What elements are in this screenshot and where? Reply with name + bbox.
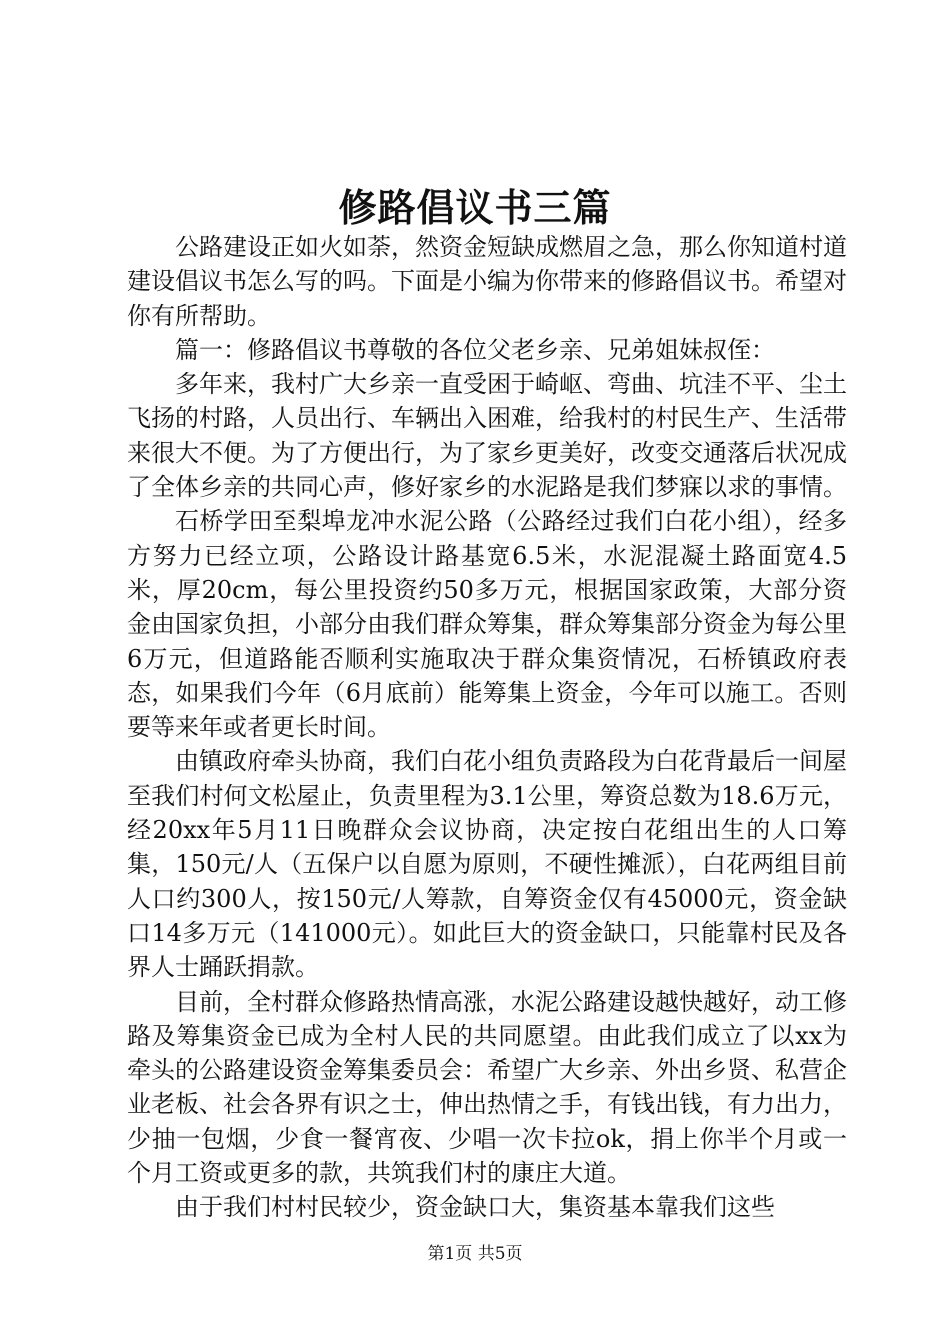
document-body: [127, 230, 847, 1225]
paragraph-intro: 公路建设正如火如荼，然资金短缺成燃眉之急，那么你知道村道建设倡议书怎么写的吗。下面是小编为你带来的修路倡议书。希望对你有所帮助。: [127, 233, 847, 330]
page-footer: 第1页 共5页: [427, 1244, 523, 1264]
paragraph: 由镇政府牵头协商，我们白花小组负责路段为白花背最后一间屋至我们村何文松屋止，负责里程为3.1公里，筹资总数为18.6万元，经20xx年5月11日晚群众会议协商，决定按白花组出生的人口筹集，150元/人（五保户以自愿为原则，不硬性摊派），白花两组目前人口约300人，按150元/人筹款，自筹资金仅有45000元，资金缺口14多万元（141000元）。如此巨大的资金缺口，只能靠村民及各界人士踊跃捐款。: [127, 747, 847, 982]
paragraph: 多年来，我村广大乡亲一直受困于崎岖、弯曲、坑洼不平、尘土飞扬的村路，人员出行、车辆出入困难，给我村的村民生产、生活带来很大不便。为了方便出行，为了家乡更美好，改变交通落后状况成了全体乡亲的共同心声，修好家乡的水泥路是我们梦寐以求的事情。: [127, 370, 847, 502]
paragraph: 石桥学田至梨埠龙冲水泥公路（公路经过我们白花小组），经多方努力已经立项，公路设计路基宽6.5米，水泥混凝土路面宽4.5米，厚20cm，每公里投资约50多万元，根据国家政策，大部分资金由国家负担，小部分由我们群众筹集，群众筹集部分资金为每公里6万元，但道路能否顺利实施取决于群众集资情况，石桥镇政府表态，如果我们今年（6月底前）能筹集上资金，今年可以施工。否则要等来年或者更长时间。: [127, 507, 847, 742]
paragraph: 由于我们村村民较少，资金缺口大，集资基本靠我们这些: [175, 1193, 775, 1222]
paragraph: 目前，全村群众修路热情高涨，水泥公路建设越快越好，动工修路及筹集资金已成为全村人民的共同愿望。由此我们成立了以xx为牵头的公路建设资金筹集委员会：希望广大乡亲、外出乡贤、私营企业老板、社会各界有识之士，伸出热情之手，有钱出钱，有力出力，少抽一包烟，少食一餐宵夜、少唱一次卡拉ok，捐上你半个月或一个月工资或更多的款，共筑我们村的康庄大道。: [127, 987, 847, 1188]
document-title: 修路倡议书三篇: [338, 186, 612, 230]
paragraph-section-heading: 篇一：修路倡议书尊敬的各位父老乡亲、兄弟姐妹叔侄：: [175, 335, 775, 364]
